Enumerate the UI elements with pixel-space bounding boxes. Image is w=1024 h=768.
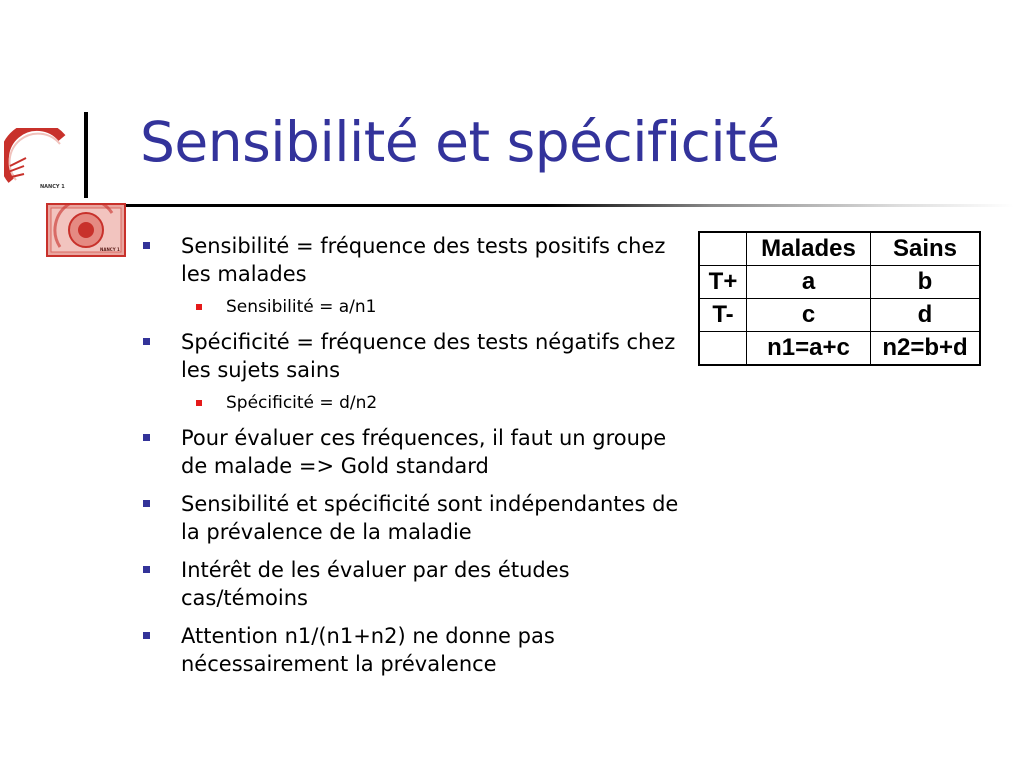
sub-bullet-text: Spécificité = d/n2 <box>226 393 378 413</box>
bullet-item <box>140 556 685 612</box>
bullet-text: Sensibilité et spécificité sont indépendantes de la prévalence de la maladie <box>181 492 679 544</box>
logo-top-subtext: NANCY 1 <box>40 184 65 190</box>
bullet-square-icon <box>143 434 150 441</box>
table-cell: n1=a+c <box>747 332 871 366</box>
bullet-text: Spécificité = fréquence des tests négatifs chez les sujets sains <box>181 330 676 382</box>
table-header-row <box>699 232 980 266</box>
contingency-table <box>698 231 981 366</box>
sub-bullet-item <box>140 392 685 414</box>
bullet-square-icon <box>143 242 150 249</box>
sub-bullet-square-icon <box>196 304 202 310</box>
bullet-item <box>140 490 685 546</box>
table-header-cell <box>699 232 747 266</box>
table-row-label: T+ <box>699 266 747 299</box>
table-row <box>699 332 980 366</box>
sub-bullet-item <box>140 296 685 318</box>
table-row-label: T- <box>699 299 747 332</box>
table-row <box>699 299 980 332</box>
bullet-square-icon <box>143 338 150 345</box>
table-header-cell: Malades <box>747 232 871 266</box>
divider-fade-part <box>546 204 1014 207</box>
table-cell: b <box>871 266 981 299</box>
table-cell: d <box>871 299 981 332</box>
bullet-text: Sensibilité = fréquence des tests positifs chez les malades <box>181 234 666 286</box>
divider-solid-part <box>126 204 546 207</box>
title-vertical-divider <box>84 112 88 198</box>
university-logo-framed <box>46 203 126 257</box>
university-seal-icon <box>46 203 126 257</box>
table-cell: c <box>747 299 871 332</box>
sub-bullet-text: Sensibilité = a/n1 <box>226 297 377 317</box>
university-logo-top <box>4 128 74 194</box>
slide-title: Sensibilité et spécificité <box>140 110 780 174</box>
bullet-list <box>140 232 685 688</box>
bullet-item <box>140 622 685 678</box>
bullet-text: Pour évaluer ces fréquences, il faut un groupe de malade => Gold standard <box>181 426 667 478</box>
bullet-square-icon <box>143 632 150 639</box>
table-cell: n2=b+d <box>871 332 981 366</box>
bullet-item <box>140 424 685 480</box>
sub-bullet-square-icon <box>196 400 202 406</box>
logo-box-subtext: NANCY 1 <box>100 247 120 252</box>
bullet-text: Attention n1/(n1+n2) ne donne pas nécessairement la prévalence <box>181 624 555 676</box>
table-cell: a <box>747 266 871 299</box>
bullet-item <box>140 328 685 384</box>
table-row-label <box>699 332 747 366</box>
bullet-square-icon <box>143 500 150 507</box>
table-row <box>699 266 980 299</box>
bullet-item <box>140 232 685 288</box>
bullet-square-icon <box>143 566 150 573</box>
bullet-text: Intérêt de les évaluer par des études cas/témoins <box>181 558 570 610</box>
title-horizontal-divider <box>126 204 1014 207</box>
table-header-cell: Sains <box>871 232 981 266</box>
university-logo-emblem-icon <box>4 128 74 194</box>
